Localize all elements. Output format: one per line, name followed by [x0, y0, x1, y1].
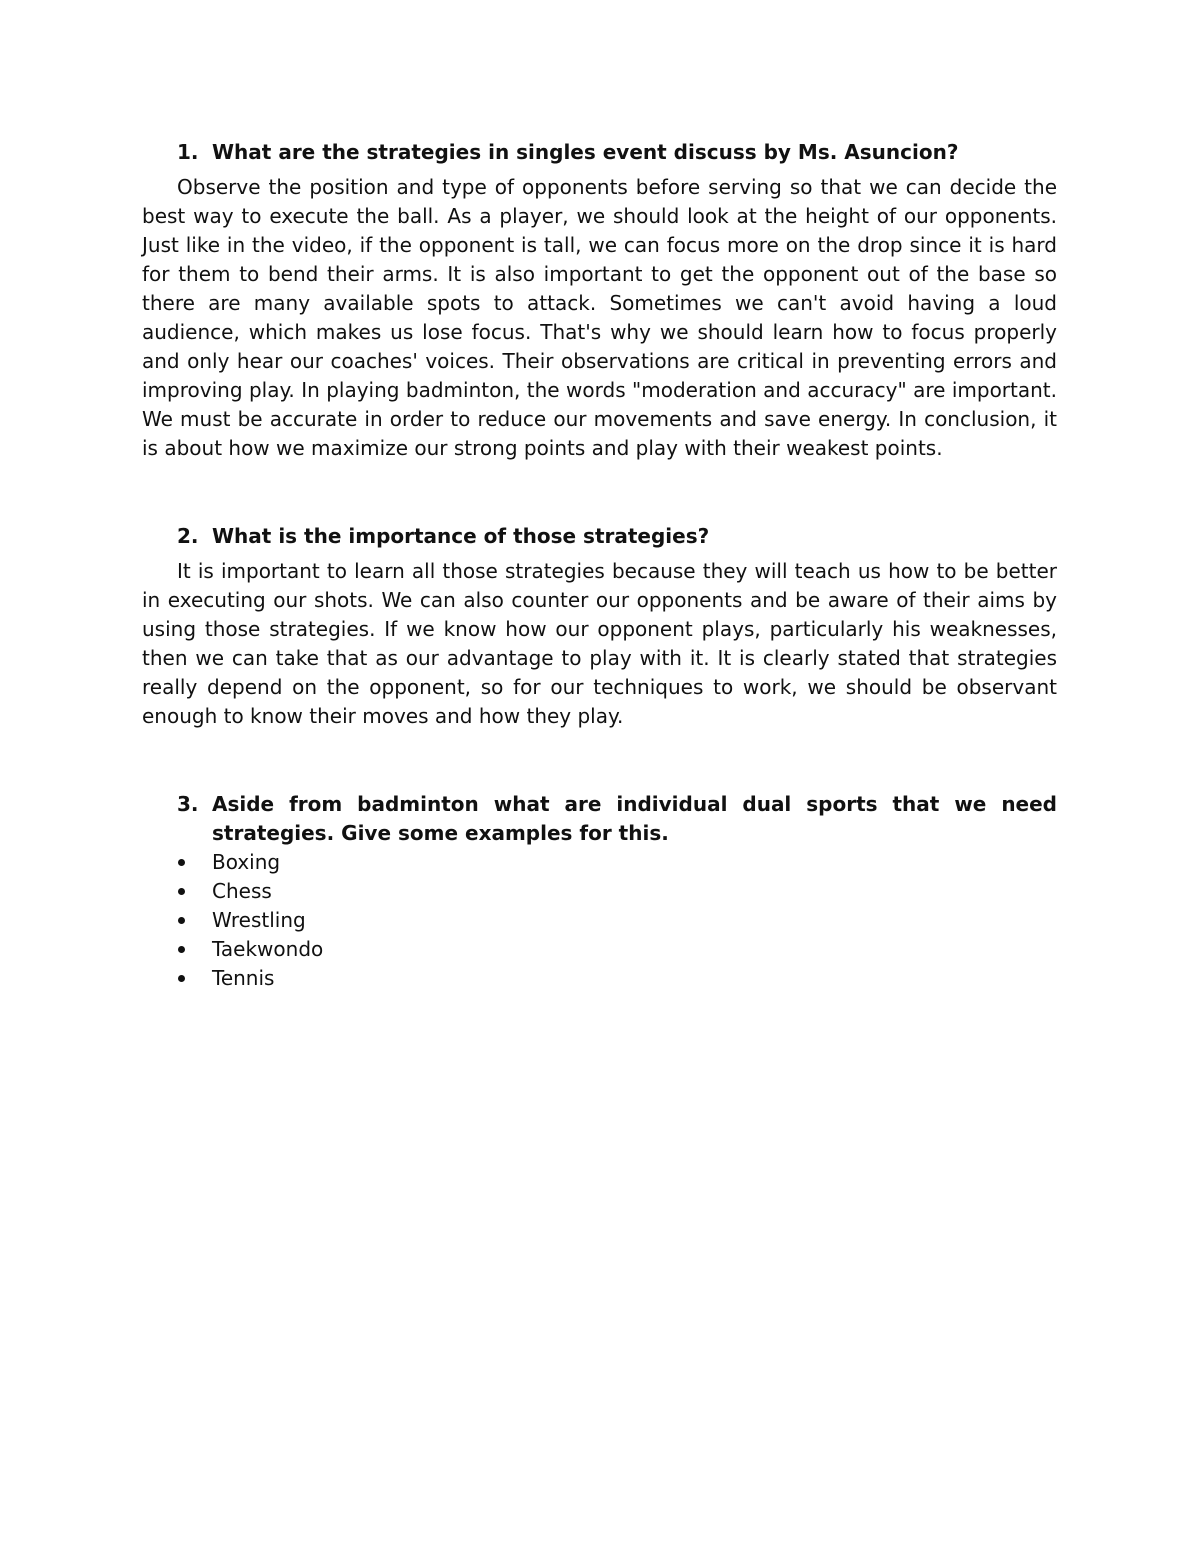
question-3 [142, 790, 1057, 848]
question-2 [142, 522, 1057, 551]
bullet-icon [142, 935, 212, 964]
question-1 [142, 138, 1057, 167]
document-content [142, 138, 1057, 993]
question-2-number: 2. [177, 524, 199, 548]
list-item [142, 906, 1057, 935]
example-text: Wrestling [212, 908, 306, 932]
list-item [142, 877, 1057, 906]
question-3-text: Aside from badminton what are individual dual sports that we need strategies. Give some examples for this. [212, 792, 1057, 845]
examples-list [142, 848, 1057, 993]
question-1-number: 1. [177, 140, 199, 164]
list-item [142, 964, 1057, 993]
question-1-text: What are the strategies in singles event discuss by Ms. Asuncion? [212, 140, 959, 164]
bullet-icon [142, 848, 212, 877]
answer-2: It is important to learn all those strategies because they will teach us how to be better in executing our shots. We can also counter our opponents and be aware of their aims by using those strategies. If we know how our opponent plays, particularly his weaknesses, then we can take that as our advantage to play with it. It is clearly stated that strategies really depend on the opponent, so for our techniques to work, we should be observant enough to know their moves and how they play. [142, 559, 1057, 728]
example-text: Taekwondo [212, 937, 324, 961]
bullet-icon [142, 906, 212, 935]
bullet-icon [142, 964, 212, 993]
question-3-number: 3. [177, 792, 199, 816]
list-item [142, 935, 1057, 964]
example-text: Chess [212, 879, 272, 903]
list-item [142, 848, 1057, 877]
bullet-icon [142, 877, 212, 906]
question-2-text: What is the importance of those strategies? [212, 524, 710, 548]
example-text: Boxing [212, 850, 281, 874]
example-text: Tennis [212, 966, 275, 990]
answer-1: Observe the position and type of opponents before serving so that we can decide the best way to execute the ball. As a player, we should look at the height of our opponents. Just like in the video, if the opponent is tall, we can focus more on the drop since it is hard for them to bend their arms. It is also important to get the opponent out of the base so there are many available spots to attack. Sometimes we can't avoid having a loud audience, which makes us lose focus. That's why we should learn how to focus properly and only hear our coaches' voices. Their observations are critical in preventing errors and improving play. In playing badminton, the words "moderation and accuracy" are important. We must be accurate in order to reduce our movements and save energy. In conclusion, it is about how we maximize our strong points and play with their weakest points. [142, 175, 1057, 460]
